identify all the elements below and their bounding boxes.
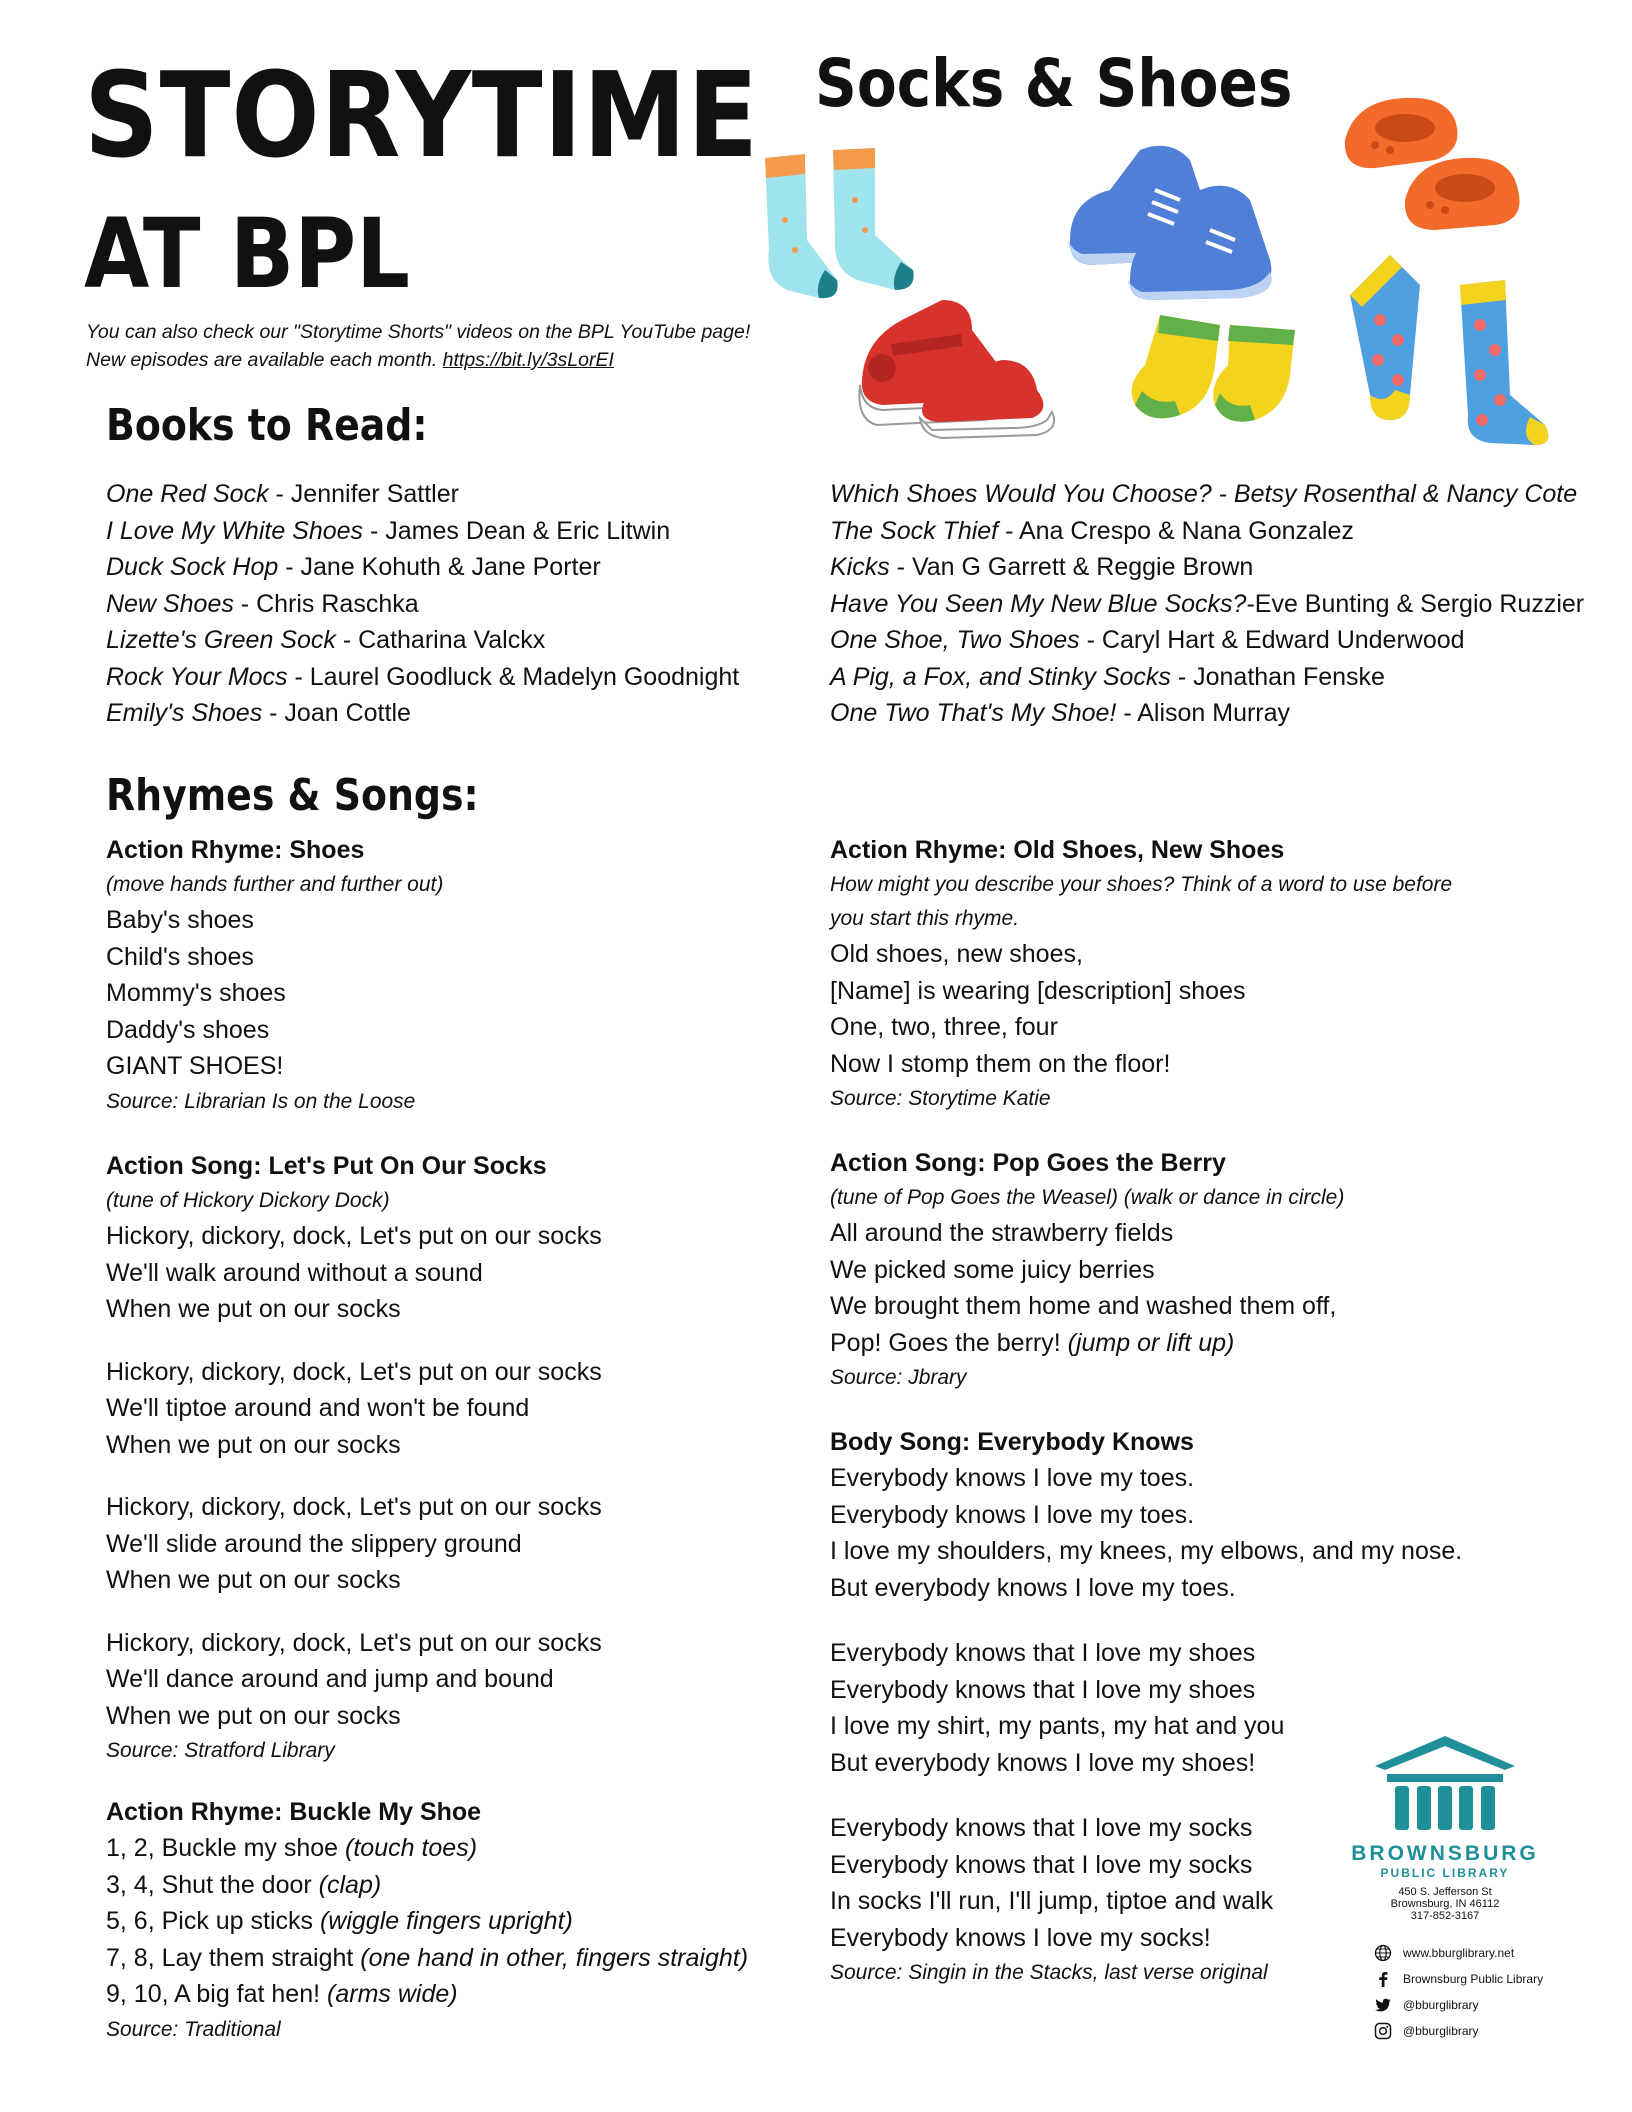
library-contacts <box>1373 1940 1603 2044</box>
website-text[interactable]: www.bburglibrary.net <box>1403 1946 1515 1960</box>
list-item: One Two That's My Shoe! - Alison Murray <box>830 699 1291 727</box>
library-address: 450 S. Jefferson St <box>1398 1886 1492 1898</box>
rhyme-line: Daddy's shoes <box>106 1015 270 1044</box>
rhyme-line: Hickory, dickory, dock, Let's put on our socks <box>106 1222 602 1250</box>
list-item: One Red Sock - Jennifer Sattler <box>106 480 459 508</box>
rhyme-line: I love my shirt, my pants, my hat and you <box>830 1712 1285 1740</box>
rhyme-line: Mommy's shoes <box>106 979 286 1007</box>
rhyme-note: (tune of Pop Goes the Weasel) (walk or dance in circle) <box>830 1186 1345 1209</box>
rhyme-line: Everybody knows that I love my socks <box>830 1814 1253 1842</box>
rhyme-socks <box>106 1148 806 1768</box>
rhyme-line: We'll walk around without a sound <box>106 1258 483 1287</box>
rhyme-line: We'll tiptoe around and won't be found <box>106 1394 530 1422</box>
page-title: STORYTIME <box>84 46 760 184</box>
red-sneakers-illustration <box>852 290 1067 455</box>
rhyme-shoes <box>106 832 806 1119</box>
rhyme-line: Child's shoes <box>106 942 254 971</box>
rhyme-line: In socks I'll run, I'll jump, tiptoe and walk <box>830 1887 1274 1915</box>
rhyme-line: One, two, three, four <box>830 1013 1058 1041</box>
facebook-icon <box>1373 1969 1393 1989</box>
rhyme-line: But everybody knows I love my toes. <box>830 1573 1236 1602</box>
rhyme-line: [Name] is wearing [description] shoes <box>830 976 1246 1005</box>
rhyme-line: GIANT SHOES! <box>106 1052 284 1080</box>
rhyme-line: Everybody knows I love my socks! <box>830 1923 1211 1952</box>
rhyme-line: Everybody knows that I love my shoes <box>830 1639 1256 1667</box>
instagram-text[interactable]: @bburglibrary <box>1403 2024 1479 2038</box>
rhyme-title: Action Rhyme: Shoes <box>106 836 365 864</box>
rhyme-line: We picked some juicy berries <box>830 1255 1155 1284</box>
rhyme-title: Body Song: Everybody Knows <box>830 1428 1194 1456</box>
list-item: New Shoes - Chris Raschka <box>106 589 419 618</box>
list-item: Emily's Shoes - Joan Cottle <box>106 699 411 727</box>
rhyme-title: Action Rhyme: Old Shoes, New Shoes <box>830 836 1285 864</box>
theme-title: Socks & Shoes <box>815 45 1293 122</box>
rhyme-line: 9, 10, A big fat hen! (arms wide) <box>106 1980 458 2008</box>
rhyme-line: 5, 6, Pick up sticks (wiggle fingers upright) <box>106 1907 573 1935</box>
rhyme-oldnew <box>830 832 1530 1116</box>
globe-icon <box>1373 1943 1393 1963</box>
rhyme-source: Source: Storytime Katie <box>830 1087 1051 1110</box>
library-building-icon <box>1345 1728 1545 1838</box>
twitter-icon <box>1373 1995 1393 2015</box>
rhyme-line: But everybody knows I love my shoes! <box>830 1748 1256 1777</box>
instagram-icon <box>1373 2021 1393 2041</box>
rhyme-line: Everybody knows I love my toes. <box>830 1500 1195 1529</box>
rhyme-title: Action Song: Let's Put On Our Socks <box>106 1152 547 1180</box>
rhyme-line: When we put on our socks <box>106 1701 401 1730</box>
facebook-row[interactable] <box>1373 1966 1603 1992</box>
rhyme-line: 7, 8, Lay them straight (one hand in other, fingers straight) <box>106 1943 749 1972</box>
rhyme-note: How might you describe your shoes? Think of a word to use before <box>830 873 1453 896</box>
list-item: Rock Your Mocs - Laurel Goodluck & Madelyn Goodnight <box>106 662 740 691</box>
list-item: A Pig, a Fox, and Stinky Socks - Jonathan Fenske <box>830 662 1385 691</box>
twitter-text[interactable]: @bburglibrary <box>1403 1998 1479 2012</box>
website-row[interactable] <box>1373 1940 1603 1966</box>
books-list-left <box>106 476 739 732</box>
books-list-right <box>830 476 1584 732</box>
rhyme-source: Source: Singin in the Stacks, last verse original <box>830 1961 1268 1984</box>
library-phone: 317-852-3167 <box>1410 1910 1480 1922</box>
rhyme-line: Baby's shoes <box>106 906 254 934</box>
rhyme-line: 1, 2, Buckle my shoe (touch toes) <box>106 1834 478 1862</box>
twitter-row[interactable] <box>1373 1992 1603 2018</box>
rhyme-source: Source: Librarian Is on the Loose <box>106 1089 416 1113</box>
rhyme-line: Hickory, dickory, dock, Let's put on our socks <box>106 1357 602 1386</box>
rhymes-heading: Rhymes & Songs: <box>106 770 479 821</box>
intro-text: You can also check our "Storytime Shorts" videos on the BPL YouTube page! New episodes are available each month. https://bit.ly/3sLorEI <box>86 321 751 371</box>
rhyme-line: We brought them home and washed them off, <box>830 1292 1337 1320</box>
rhyme-title: Action Rhyme: Buckle My Shoe <box>106 1798 482 1826</box>
library-city: Brownsburg, IN 46112 <box>1390 1898 1500 1910</box>
rhyme-line: When we put on our socks <box>106 1430 401 1459</box>
list-item: Kicks - Van G Garrett & Reggie Brown <box>830 553 1254 581</box>
page-subtitle: AT BPL <box>84 198 410 310</box>
rhyme-title: Action Song: Pop Goes the Berry <box>830 1149 1226 1177</box>
rhyme-note: (tune of Hickory Dickory Dock) <box>106 1189 390 1212</box>
rhyme-note: (move hands further and further out) <box>106 873 444 896</box>
rhyme-line: 3, 4, Shut the door (clap) <box>106 1870 382 1899</box>
list-item: I Love My White Shoes - James Dean & Eric Litwin <box>106 516 671 545</box>
youtube-link[interactable]: https://bit.ly/3sLorEI <box>442 349 614 371</box>
rhyme-note: you start this rhyme. <box>830 907 1020 930</box>
rhyme-line: Old shoes, new shoes, <box>830 940 1083 968</box>
rhyme-berry <box>830 1145 1530 1395</box>
rhyme-line: I love my shoulders, my knees, my elbows, and my nose. <box>830 1537 1463 1565</box>
rhyme-source: Source: Jbrary <box>830 1366 967 1389</box>
rhyme-line: Hickory, dickory, dock, Let's put on our socks <box>106 1493 602 1521</box>
rhyme-line: Everybody knows that I love my socks <box>830 1850 1253 1879</box>
list-item: Lizette's Green Sock - Catharina Valckx <box>106 626 546 654</box>
rhyme-line: When we put on our socks <box>106 1566 401 1594</box>
blue-dotted-socks-illustration <box>1340 245 1570 455</box>
blue-sneakers-illustration <box>1060 130 1290 300</box>
library-subname: PUBLIC LIBRARY <box>1380 1866 1510 1880</box>
rhyme-line: We'll dance around and jump and bound <box>106 1665 554 1693</box>
rhyme-line: Pop! Goes the berry! (jump or lift up) <box>830 1328 1235 1357</box>
rhyme-line: Everybody knows that I love my shoes <box>830 1675 1256 1704</box>
library-logo <box>1345 1728 1545 1922</box>
books-heading: Books to Read: <box>106 400 428 451</box>
facebook-text[interactable]: Brownsburg Public Library <box>1403 1972 1544 1986</box>
rhyme-line: All around the strawberry fields <box>830 1219 1174 1247</box>
rhyme-buckle <box>106 1794 806 2047</box>
rhyme-source: Source: Traditional <box>106 2017 281 2041</box>
library-name: BROWNSBURG <box>1351 1842 1539 1865</box>
rhyme-line: When we put on our socks <box>106 1295 401 1323</box>
rhyme-source: Source: Stratford Library <box>106 1739 335 1762</box>
list-item: One Shoe, Two Shoes - Caryl Hart & Edward Underwood <box>830 626 1465 654</box>
yellow-socks-illustration <box>1120 305 1320 440</box>
list-item: Duck Sock Hop - Jane Kohuth & Jane Porter <box>106 553 601 581</box>
orange-shoes-illustration <box>1335 80 1550 245</box>
rhyme-line: We'll slide around the slippery ground <box>106 1529 522 1558</box>
rhyme-line: Hickory, dickory, dock, Let's put on our socks <box>106 1628 602 1657</box>
list-item: The Sock Thief - Ana Crespo & Nana Gonzalez <box>830 516 1354 545</box>
list-item: Which Shoes Would You Choose? - Betsy Rosenthal & Nancy Cote <box>830 480 1578 508</box>
rhyme-line: Now I stomp them on the floor! <box>830 1049 1171 1078</box>
instagram-row[interactable] <box>1373 2018 1603 2044</box>
list-item: Have You Seen My New Blue Socks?-Eve Bunting & Sergio Ruzzier <box>830 589 1585 618</box>
rhyme-line: Everybody knows I love my toes. <box>830 1464 1195 1492</box>
teal-socks-illustration <box>745 140 935 310</box>
